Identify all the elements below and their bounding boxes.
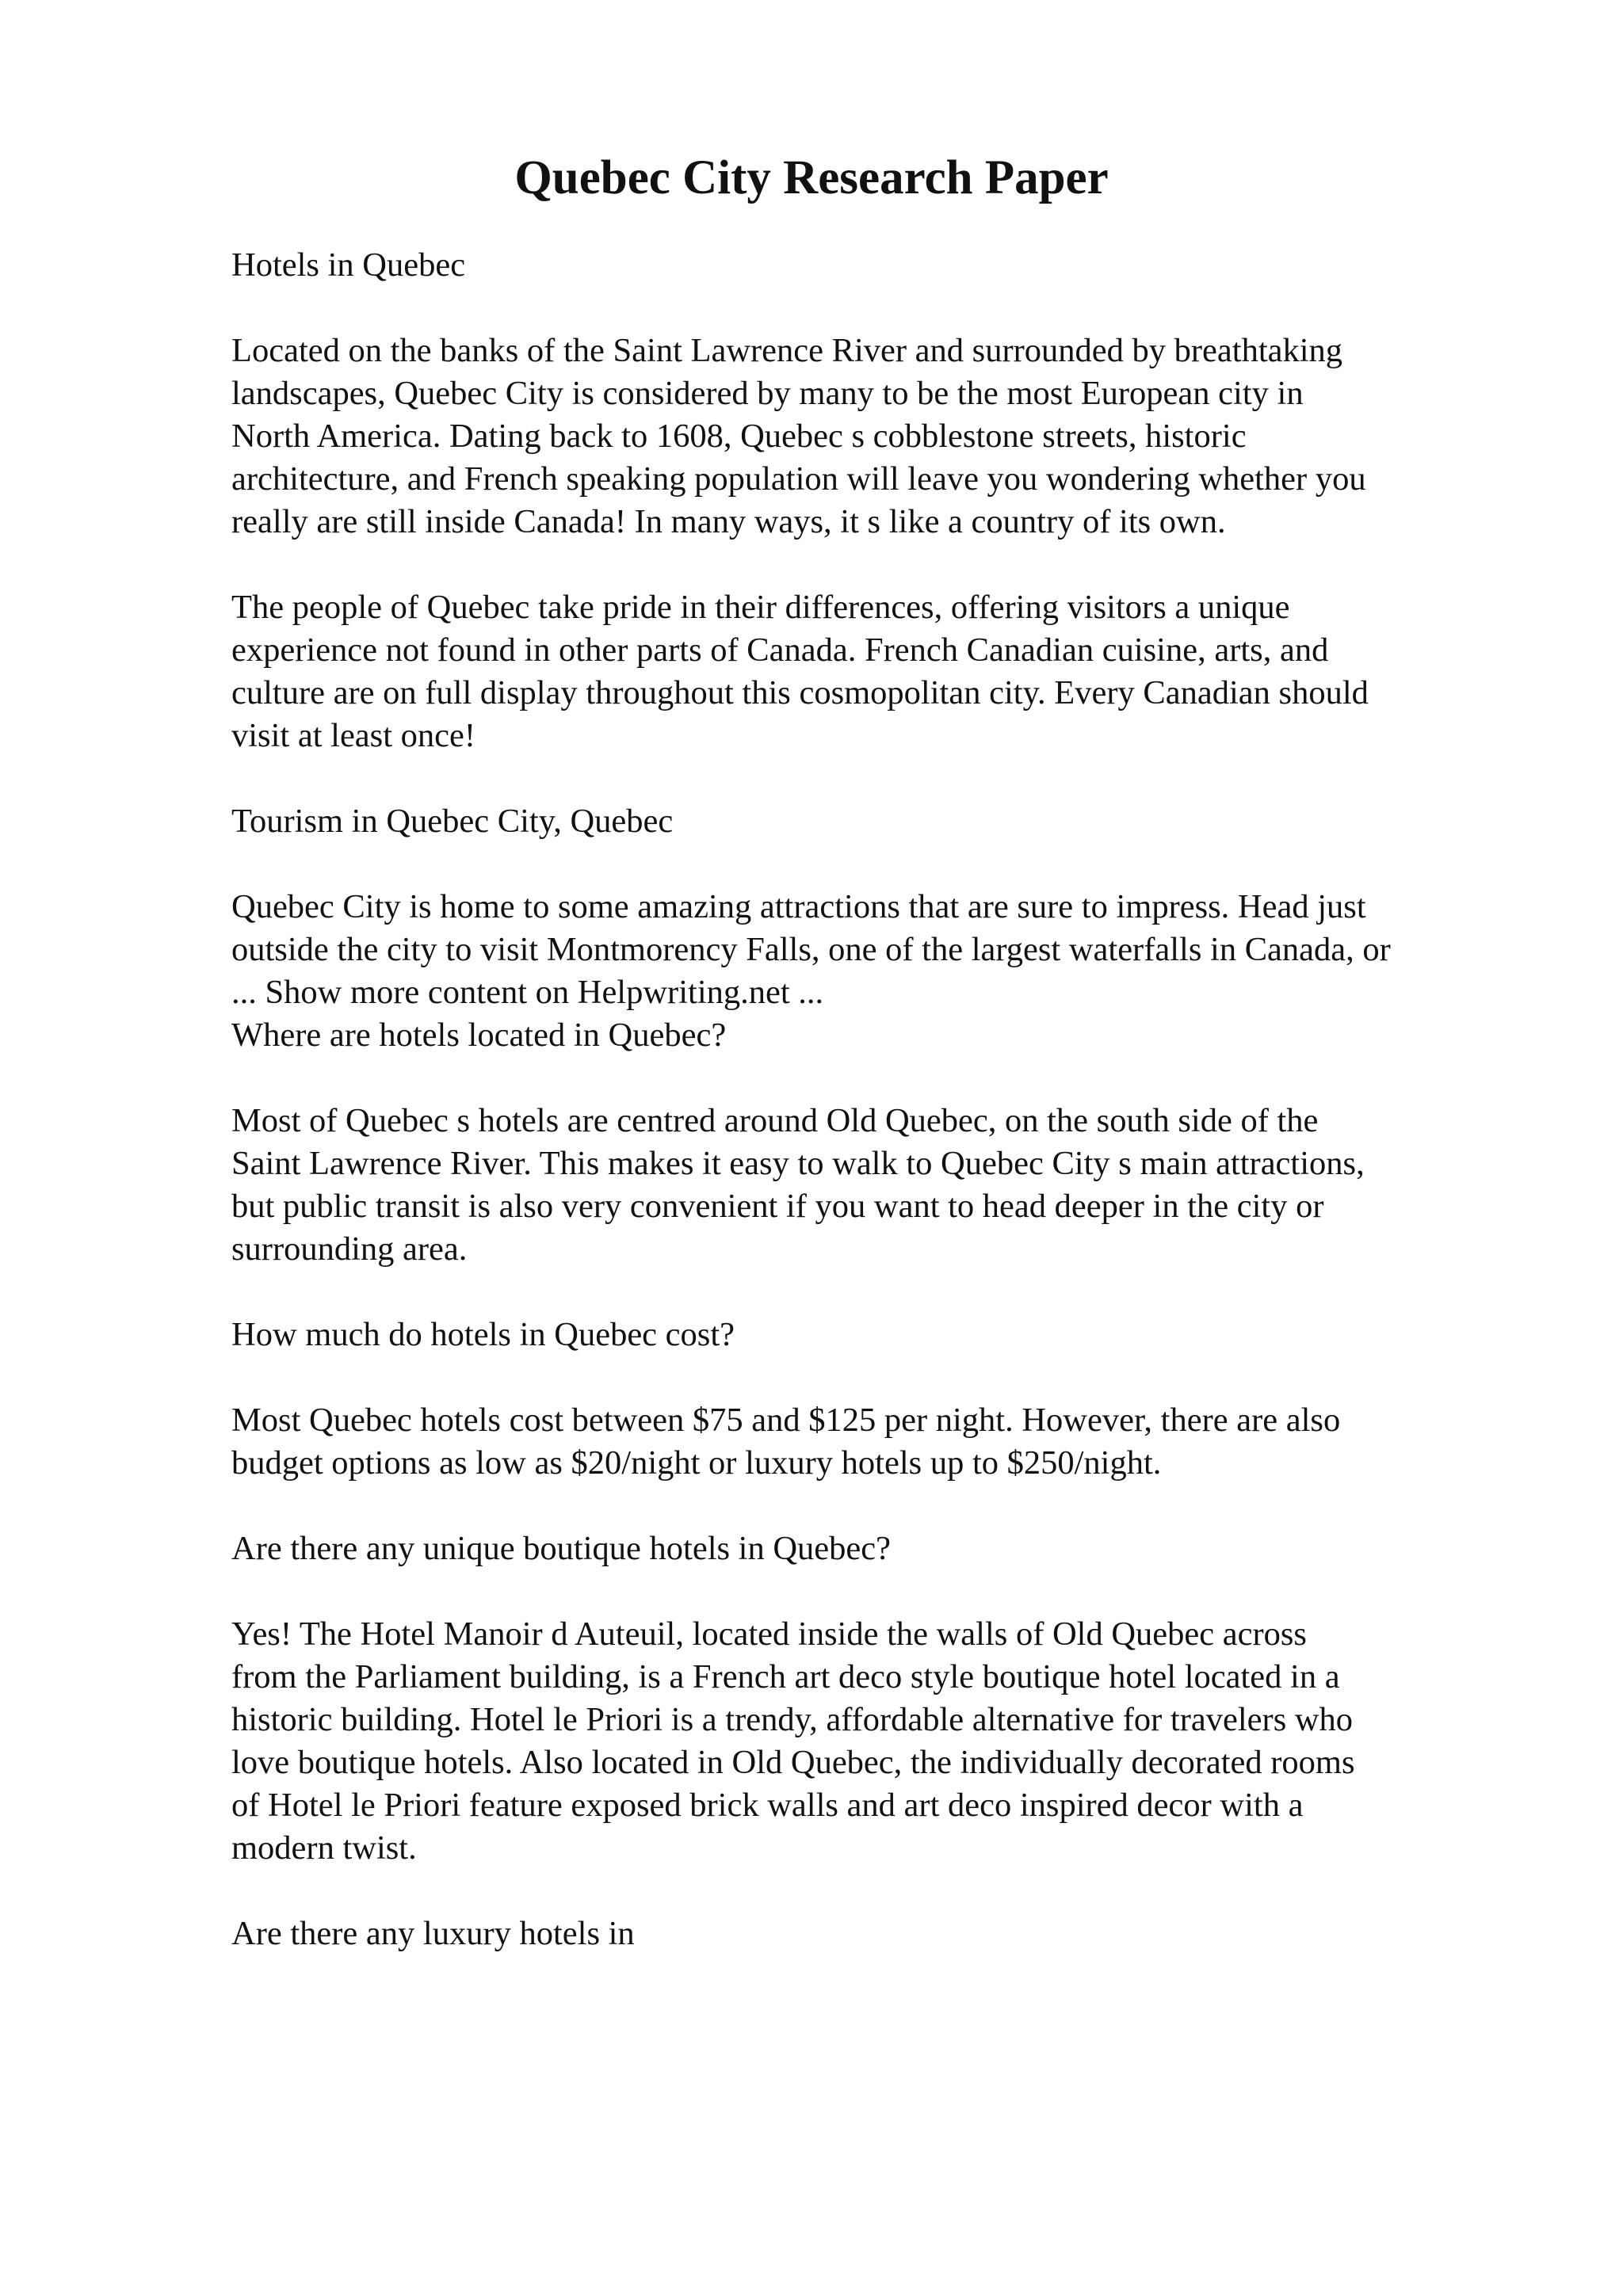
heading-tourism <box>231 800 1515 843</box>
text-line: surrounding area. <box>231 1230 468 1268</box>
question-boutique-hotels <box>231 1527 1515 1570</box>
text-line: Most Quebec hotels cost between $75 and $125 per night. However, there are also <box>231 1402 1341 1439</box>
text-line: architecture, and French speaking population will leave you wondering whether you <box>231 460 1366 498</box>
text-line: experience not found in other parts of Canada. French Canadian cuisine, arts, and <box>231 631 1329 669</box>
text-line: but public transit is also very convenient if you want to head deeper in the city or <box>231 1188 1324 1225</box>
text-line: Hotels in Quebec <box>231 246 466 284</box>
paragraph-intro <box>231 330 1515 543</box>
paragraph-people <box>231 586 1515 757</box>
question-hotel-location <box>231 1014 1515 1057</box>
text-line: visit at least once! <box>231 717 476 754</box>
document-body <box>231 244 1515 1998</box>
text-line: from the Parliament building, is a French art deco style boutique hotel located in a <box>231 1658 1340 1695</box>
text-line: Are there any luxury hotels in <box>231 1915 635 1952</box>
heading-hotels-in-quebec <box>231 244 1515 287</box>
answer-hotel-location <box>231 1100 1515 1271</box>
text-line: Quebec City is home to some amazing attractions that are sure to impress. Head just <box>231 888 1366 925</box>
text-line: love boutique hotels. Also located in Old Quebec, the individually decorated rooms <box>231 1744 1355 1781</box>
text-line: of Hotel le Priori feature exposed brick walls and art deco inspired decor with a <box>231 1787 1304 1824</box>
paragraph-attractions <box>231 886 1515 1014</box>
text-line: culture are on full display throughout this cosmopolitan city. Every Canadian should <box>231 674 1369 711</box>
show-more-line: ... Show more content on Helpwriting.net ... <box>231 974 824 1011</box>
text-line: historic building. Hotel le Priori is a trendy, affordable alternative for travelers who <box>231 1701 1354 1738</box>
text-line: The people of Quebec take pride in their differences, offering visitors a unique <box>231 589 1290 626</box>
text-line: Saint Lawrence River. This makes it easy to walk to Quebec City s main attractions, <box>231 1145 1365 1182</box>
text-line: Yes! The Hotel Manoir d Auteuil, located inside the walls of Old Quebec across <box>231 1615 1307 1653</box>
text-line: landscapes, Quebec City is considered by many to be the most European city in <box>231 375 1304 412</box>
answer-hotel-cost <box>231 1399 1515 1485</box>
question-hotel-cost <box>231 1314 1515 1356</box>
question-luxury-hotels <box>231 1913 1515 1955</box>
text-line: budget options as low as $20/night or luxury hotels up to $250/night. <box>231 1444 1162 1482</box>
text-line: modern twist. <box>231 1829 417 1867</box>
text-line: outside the city to visit Montmorency Falls, one of the largest waterfalls in Canada, or <box>231 931 1391 968</box>
text-line: Where are hotels located in Quebec? <box>231 1016 727 1054</box>
text-line: Tourism in Quebec City, Quebec <box>231 803 674 840</box>
text-line: Are there any unique boutique hotels in Quebec? <box>231 1530 892 1567</box>
page-title: Quebec City Research Paper <box>514 151 1109 204</box>
text-line: Located on the banks of the Saint Lawrence River and surrounded by breathtaking <box>231 332 1343 369</box>
text-line: really are still inside Canada! In many ways, it s like a country of its own. <box>231 503 1226 540</box>
text-line: North America. Dating back to 1608, Quebec s cobblestone streets, historic <box>231 418 1247 455</box>
text-line: How much do hotels in Quebec cost? <box>231 1316 735 1353</box>
text-line: Most of Quebec s hotels are centred around Old Quebec, on the south side of the <box>231 1102 1319 1139</box>
answer-boutique-hotels <box>231 1613 1515 1870</box>
